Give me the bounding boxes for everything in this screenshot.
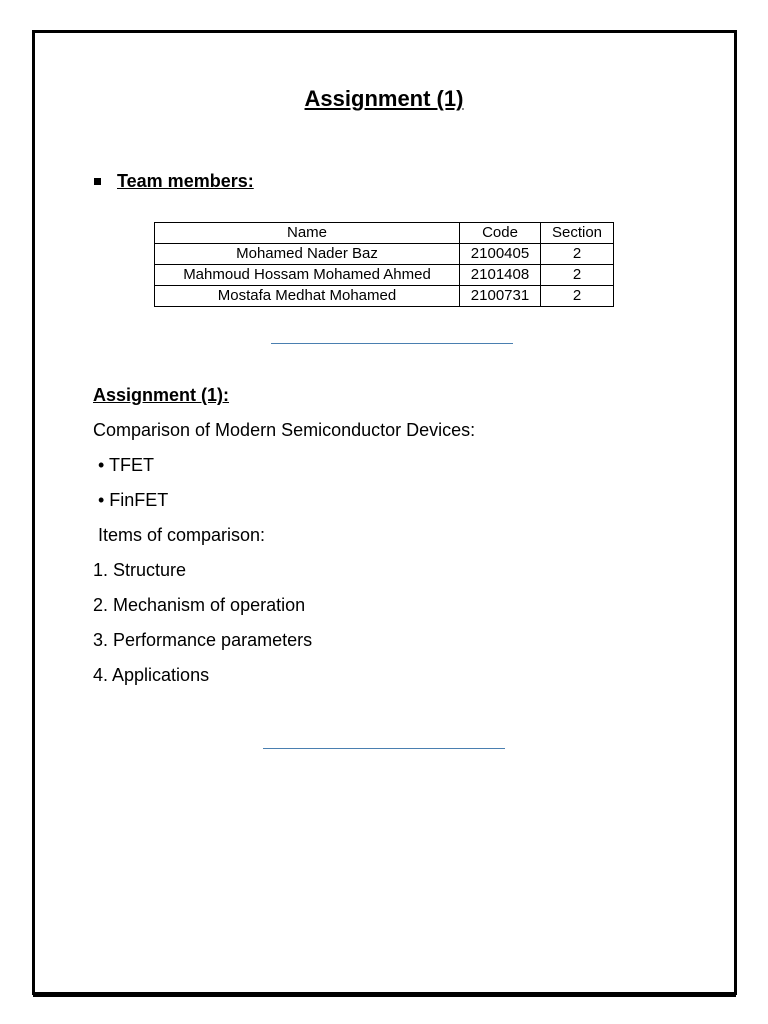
header-section: Section [541, 223, 614, 244]
square-bullet-icon [94, 178, 101, 185]
member-code: 2100405 [460, 244, 541, 265]
member-section: 2 [541, 286, 614, 307]
member-code: 2101408 [460, 265, 541, 286]
divider-line [271, 343, 513, 344]
page-title: Assignment (1) [304, 86, 464, 111]
header-name: Name [155, 223, 460, 244]
comparison-item: 1. Structure [93, 560, 187, 580]
member-section: 2 [541, 265, 614, 286]
team-members-label: Team members: [117, 171, 254, 191]
member-name: Mahmoud Hossam Mohamed Ahmed [155, 265, 460, 286]
table-header-row [155, 223, 614, 244]
device-item: • FinFET [98, 490, 169, 510]
member-name: Mostafa Medhat Mohamed [155, 286, 460, 307]
table-row [155, 244, 614, 265]
member-name: Mohamed Nader Baz [155, 244, 460, 265]
comparison-item: 3. Performance parameters [93, 630, 313, 650]
assignment-intro: Comparison of Modern Semiconductor Devices: [93, 420, 476, 440]
table-row [155, 265, 614, 286]
member-section: 2 [541, 244, 614, 265]
comparison-item: 2. Mechanism of operation [93, 595, 306, 615]
comparison-item: 4. Applications [93, 665, 210, 685]
device-item: • TFET [98, 455, 154, 475]
header-code: Code [460, 223, 541, 244]
items-label: Items of comparison: [98, 525, 266, 545]
assignment-section [93, 385, 475, 698]
divider-line [263, 748, 505, 749]
assignment-heading: Assignment (1): [93, 385, 230, 405]
team-members-section [94, 171, 254, 192]
member-code: 2100731 [460, 286, 541, 307]
members-table [154, 222, 614, 307]
table-row [155, 286, 614, 307]
